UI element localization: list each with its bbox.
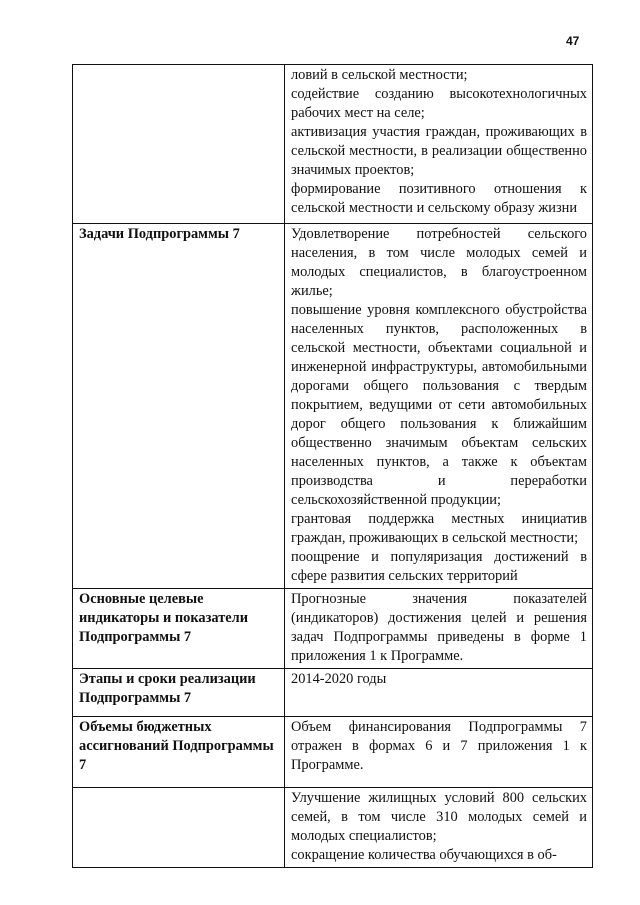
content-paragraph: 2014-2020 годы [291,671,387,687]
content-paragraph: Прогнозные значения показателей (индикаторов) достижения целей и решения задач Подпрограммы приведены в форме 1 приложения 1 к Программе. [291,591,587,664]
row-label: Основные целевые индикаторы и показатели Подпрограммы 7 [73,589,285,669]
row-label: Этапы и сроки реализации Подпрограммы 7 [73,669,285,717]
content-paragraph: Улучшение жилищных условий 800 сельских семей, в том числе 310 молодых семей и молодых специалистов; [291,790,587,844]
row-content [285,224,593,589]
table-row [73,788,593,868]
row-content [285,65,593,224]
subprogram-passport-table [72,64,593,868]
row-content [285,589,593,669]
row-label [73,65,285,224]
content-paragraph: грантовая поддержка местных инициатив граждан, проживающих в сельской местности; [291,511,587,546]
table-row [73,669,593,717]
content-paragraph: Удовлетворение потребностей сельского населения, в том числе молодых семей и молодых специалистов, в благоустроенном жилье; [291,226,587,299]
table-row [73,589,593,669]
row-label: Задачи Подпрограммы 7 [73,224,285,589]
row-content [285,669,593,717]
content-paragraph: Объем финансирования Подпрограммы 7 отражен в формах 6 и 7 приложения 1 к Программе. [291,719,587,773]
row-content [285,788,593,868]
page-number: 47 [566,34,580,48]
content-paragraph: сокращение количества обучающихся в об- [291,847,557,863]
content-paragraph: содействие созданию высокотехнологичных рабочих мест на селе; [291,86,587,121]
row-content [285,717,593,788]
table-row [73,65,593,224]
row-label: Объемы бюджетных ассигнований Подпрограммы 7 [73,717,285,788]
row-label [73,788,285,868]
content-paragraph: ловий в сельской местности; [291,67,468,83]
content-paragraph: формирование позитивного отношения к сельской местности и сельскому образу жизни [291,181,587,216]
content-paragraph: повышение уровня комплексного обустройства населенных пунктов, расположенных в сельской местности, объектами социальной и инженерной инфраструктуры, автомобильными дорогами общего пользования с твердым покрытием, ведущими от сети автомобильных дорог общего пользования к ближайшим общественно значимым объектам сельских населенных пунктов, а также к объектам производства и переработки сельскохозяйственной продукции; [291,302,587,508]
content-paragraph: поощрение и популяризация достижений в сфере развития сельских территорий [291,549,587,584]
content-paragraph: активизация участия граждан, проживающих в сельской местности, в реализации общественно значимых проектов; [291,124,587,178]
table-row [73,224,593,589]
table-row [73,717,593,788]
